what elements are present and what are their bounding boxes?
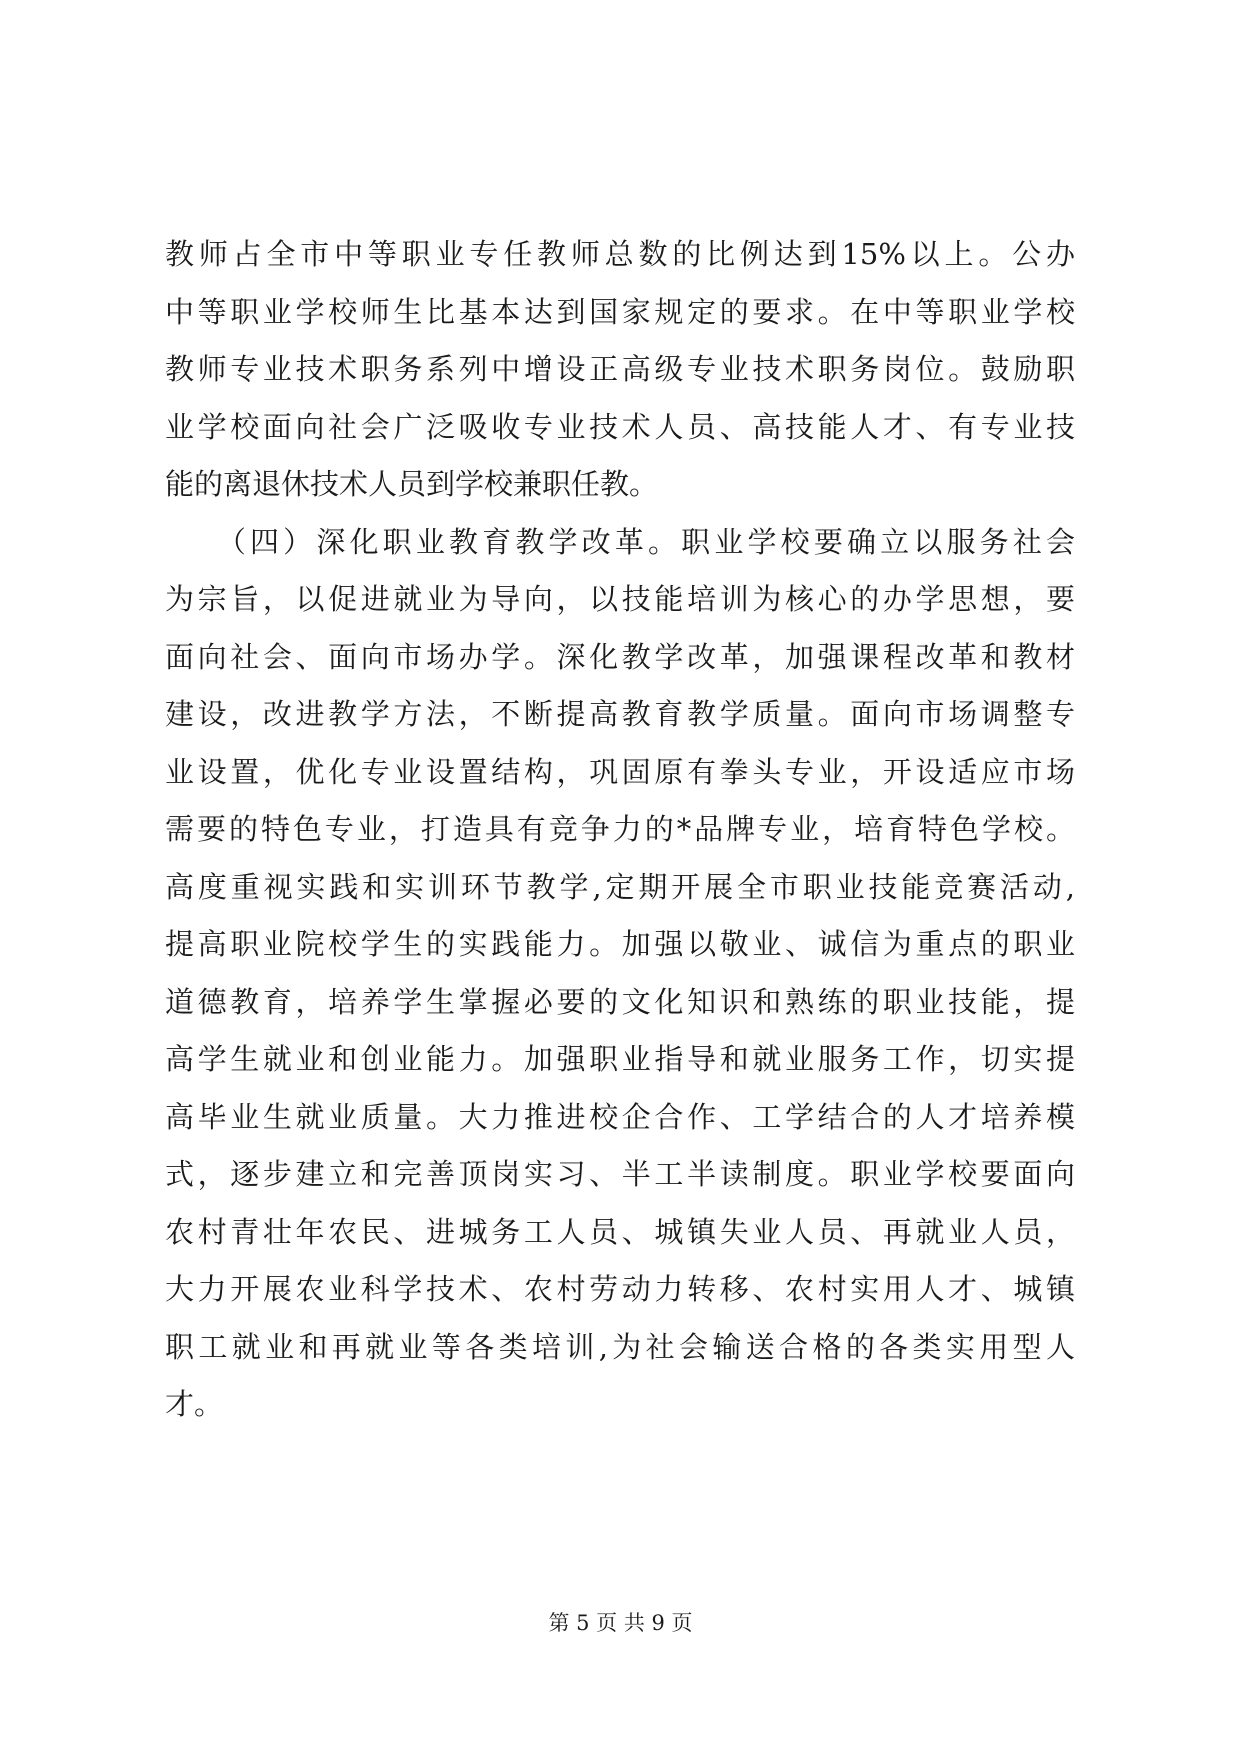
text-line: （四）深化职业教育教学改革。职业学校要确立以服务社会 — [165, 524, 1075, 559]
text-line: 高学生就业和创业能力。加强职业指导和就业服务工作，切实提 — [165, 1042, 1075, 1076]
text-line: 中等职业学校师生比基本达到国家规定的要求。在中等职业学校 — [165, 294, 1075, 329]
body-text — [165, 226, 1075, 1434]
text-line: 道德教育，培养学生掌握必要的文化知识和熟练的职业技能，提 — [165, 984, 1075, 1019]
text-line: 大力开展农业科学技术、农村劳动力转移、农村实用人才、城镇 — [165, 1272, 1075, 1306]
text-line: 农村青壮年农民、进城务工人员、城镇失业人员、再就业人员， — [165, 1214, 1075, 1249]
text-line: 提高职业院校学生的实践能力。加强以敬业、诚信为重点的职业 — [165, 927, 1075, 961]
text-line: 业设置，优化专业设置结构，巩固原有拳头专业，开设适应市场 — [165, 754, 1075, 789]
text-line: 需要的特色专业，打造具有竞争力的*品牌专业，培育特色学校。 — [165, 812, 1075, 846]
text-line: 职工就业和再就业等各类培训,为社会输送合格的各类实用型人 — [165, 1329, 1075, 1364]
page-number-label: 第 5 页 共 9 页 — [548, 1611, 693, 1635]
text-line: 才。 — [165, 1387, 224, 1421]
text-line: 教师专业技术职务系列中增设正高级专业技术职务岗位。鼓励职 — [165, 352, 1075, 386]
text-line: 高毕业生就业质量。大力推进校企合作、工学结合的人才培养模 — [165, 1099, 1075, 1134]
text-line: 高度重视实践和实训环节教学,定期开展全市职业技能竞赛活动, — [165, 869, 1075, 904]
text-line: 教师占全市中等职业专任教师总数的比例达到15%以上。公办 — [165, 237, 1075, 271]
text-line: 面向社会、面向市场办学。深化教学改革，加强课程改革和教材 — [165, 639, 1075, 674]
text-line: 式，逐步建立和完善顶岗实习、半工半读制度。职业学校要面向 — [165, 1157, 1075, 1191]
text-line: 为宗旨，以促进就业为导向，以技能培训为核心的办学思想，要 — [165, 582, 1075, 616]
text-line: 业学校面向社会广泛吸收专业技术人员、高技能人才、有专业技 — [165, 409, 1075, 444]
page-footer — [0, 1608, 1241, 1638]
text-line: 能的离退休技术人员到学校兼职任教。 — [165, 467, 659, 501]
text-line: 建设，改进教学方法，不断提高教育教学质量。面向市场调整专 — [165, 697, 1075, 731]
